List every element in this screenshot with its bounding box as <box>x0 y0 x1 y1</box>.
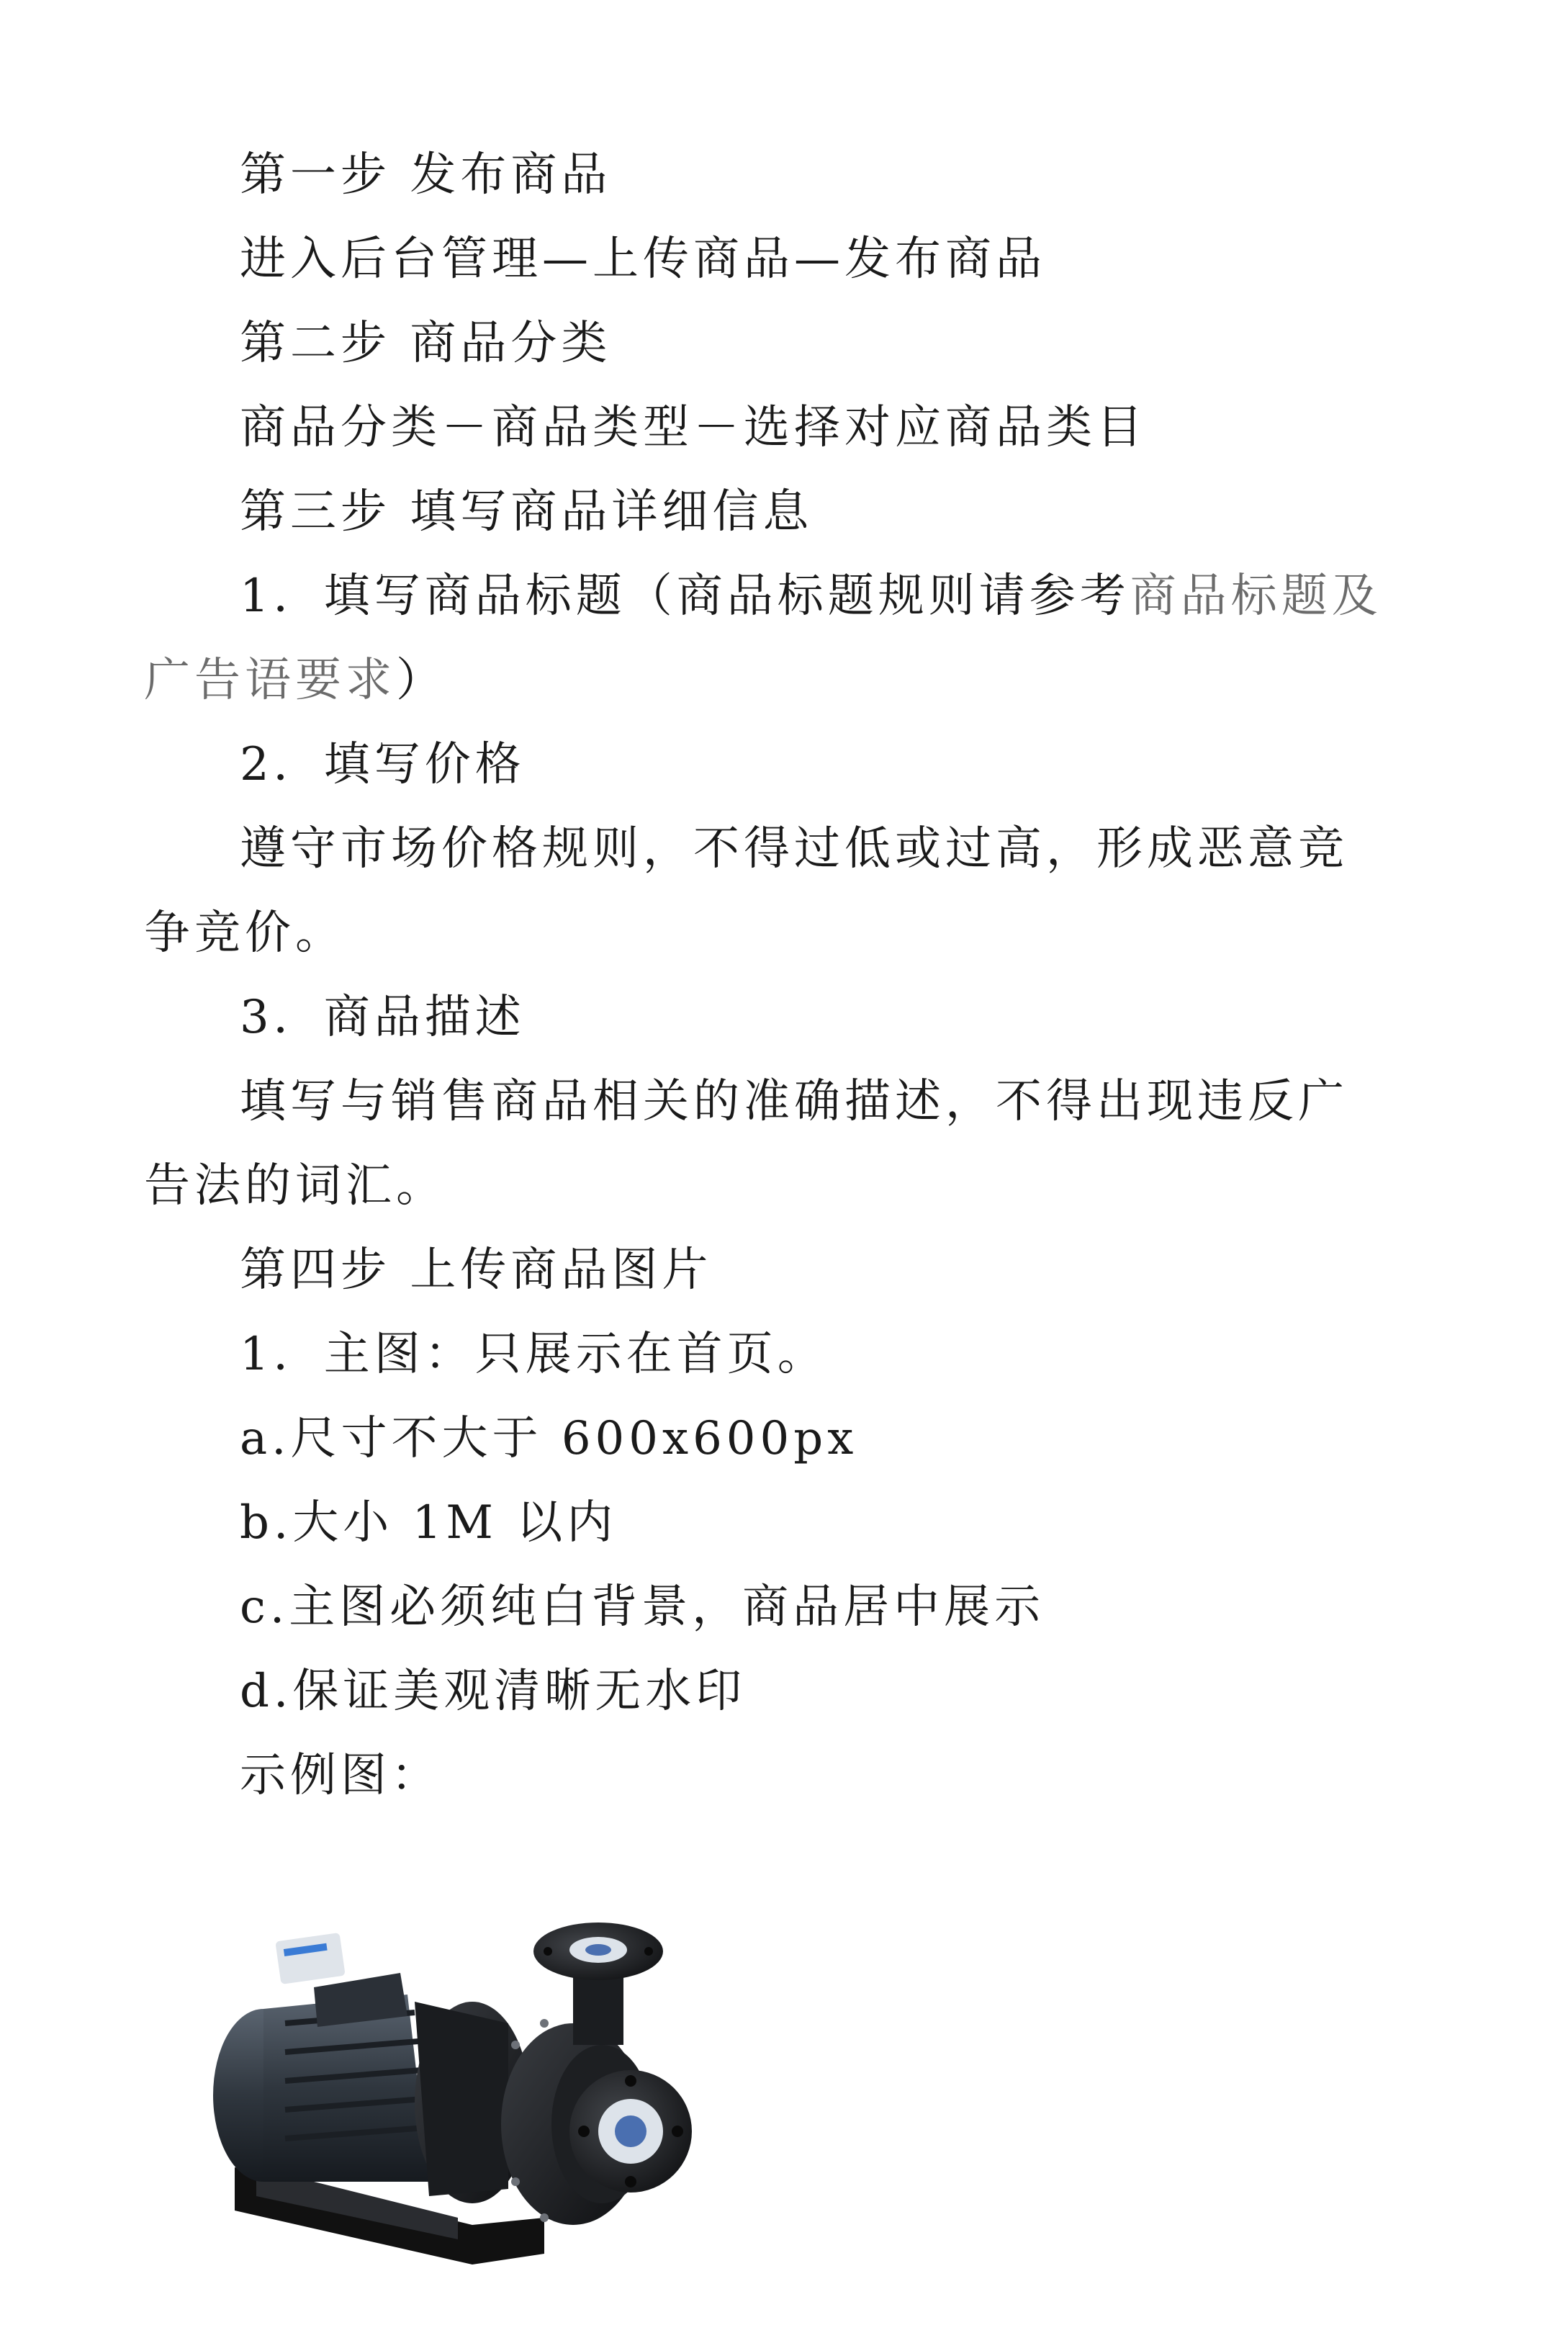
step2-title: 第二步 商品分类 <box>240 317 612 370</box>
step4-item-a: a.尺寸不大于 600x600px <box>240 1412 858 1465</box>
step3-item2-title: 2．填写价格 <box>240 738 526 791</box>
step3-title: 第三步 填写商品详细信息 <box>240 485 814 539</box>
step3-item1 <box>144 554 1397 723</box>
step4-item-c: c.主图必须纯白背景，商品居中展示 <box>240 1580 1045 1634</box>
step3-item1-prefix: 1．填写商品标题（商品标题规则请参考 <box>240 570 1130 623</box>
step3-item1-suffix: ） <box>396 654 446 707</box>
step1-title: 第一步 发布商品 <box>240 148 612 202</box>
step3-item2-text: 遵守市场价格规则，不得过低或过高，形成恶意竞争竞价。 <box>144 822 1348 960</box>
water-pump-icon <box>170 1879 703 2268</box>
step2-path: 商品分类－商品类型－选择对应商品类目 <box>240 401 1147 454</box>
step4-item-d: d.保证美观清晰无水印 <box>240 1665 747 1718</box>
step3-item3-title: 3．商品描述 <box>240 991 526 1044</box>
step4-item1: 1．主图：只展示在首页。 <box>240 1328 828 1381</box>
step4-item-b: b.大小 1M 以内 <box>240 1496 618 1550</box>
document-body <box>144 133 1397 1818</box>
title-rules-link[interactable]: 商品标题及广告语要求 <box>144 570 1382 707</box>
step4-title: 第四步 上传商品图片 <box>240 1244 713 1297</box>
step1-path: 进入后台管理—上传商品—发布商品 <box>240 233 1046 286</box>
example-label: 示例图： <box>240 1749 441 1802</box>
example-product-image <box>170 1879 703 2268</box>
step3-item3-text: 填写与销售商品相关的准确描述，不得出现违反广告法的词汇。 <box>144 1075 1348 1213</box>
